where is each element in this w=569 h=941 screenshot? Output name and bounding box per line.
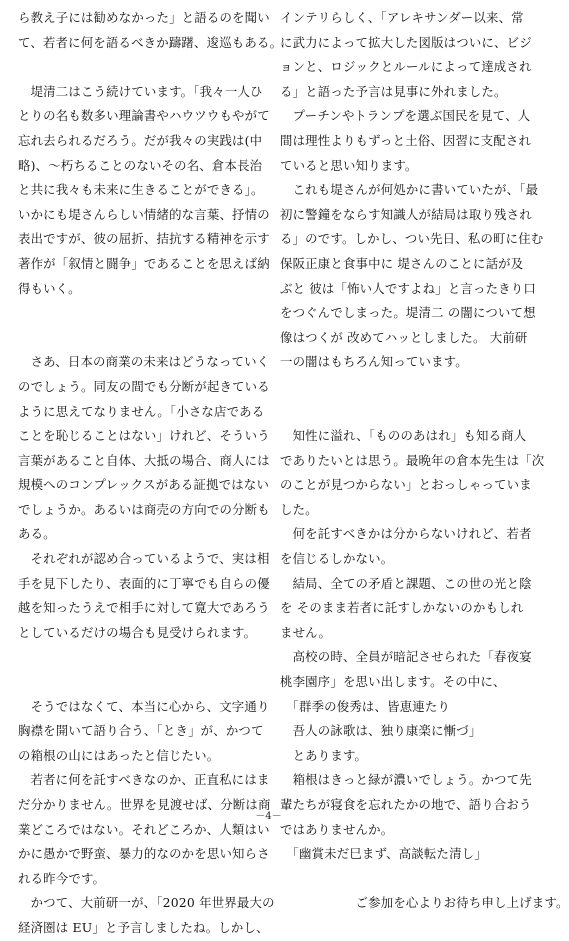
left-column-line: 表出ですが、彼の屈折、拮抗する精神を示す [18,231,270,247]
left-column-line: とりの名も数多い理論書やハウツウもやがて [18,108,270,124]
right-column-line: 初に警鐘をならす知識人が結局は取り残され [280,206,532,222]
right-column-line: を そのまま若者に託すしかないのかもしれ [280,600,524,616]
left-column-line: て、若者に何を語るべきか躊躇、逡巡もある。 [18,34,283,50]
left-column-line: 規模へのコンプレックスがある証拠ではない [18,477,270,493]
right-column-line: 知性に溢れ、「もののあはれ」も知る商人 [280,428,527,444]
left-column-line [18,645,263,670]
right-column-line: これも堤さんが何処かに書いていたが、「最 [280,182,539,198]
left-column-line: 業どころではない。それどころか、人類はい [18,821,270,837]
left-column-line: 越を知ったうえで相手に対して寛大であろう [18,600,270,616]
right-column-line: 結局、全ての矛盾と課題、この世の光と陰 [280,575,532,591]
right-column-line: でありたいとは思う。最晩年の倉本先生は「次 [280,452,545,468]
right-column-line: ません。 [280,624,332,640]
left-column-line: 忘れ去られるだろう。だが我々の実践は(中 [18,132,263,148]
right-column-line: 桃李園序」を思い出します。その中に、 [280,674,506,690]
left-column-line: 若者に何を託すべきなのか、正直私にはま [18,772,270,788]
right-column-line: 吾人の詠歌は、独り康楽に慚づ」 [280,723,482,739]
right-column-line: インテリらしく、「アレキサンダー以来、常 [280,10,524,25]
right-column-line: ではありませんか。 [280,821,394,837]
page-number: －4－ [255,811,282,822]
right-column-line: る」と語った予言は見事に外れました。 [280,83,507,99]
right-column-line: 間は理性よりもずっと土俗、因習に支配され [280,132,532,148]
right-column-line: る」のです。しかし、つい先日、私の町に住む [280,231,544,247]
left-column-line: ことを恥じることはない」けれど、そういう [18,428,270,444]
right-column-line: した。 [280,501,318,517]
left-column-line: 略)、～朽ちることのないその名、倉本長治 [18,157,263,173]
left-column-line: ように思えてなりません。「小さな店である [18,403,265,419]
left-column-line: でしょうか。あるいは商売の方向での分断も [18,501,270,517]
left-column-line: ら教え子には勧めなかった」と語るのを聞い [18,10,270,25]
right-column-line: プーチンやトランプを選ぶ国民を見て、人 [280,108,531,124]
right-text-column [280,6,569,916]
right-column-line [280,867,525,892]
left-column-line: 経済圏は EU」と予言しましたね。しかし、 [18,919,269,935]
right-column-line: 輩たちが寝食を忘れたかの地で、語り合おう [280,797,532,812]
left-column-line: かつて、大前研一が、「2020 年世界最大の [18,895,275,911]
left-column-line: の箱根の山にはあったと信じたい。 [18,747,220,763]
right-column-line: 一の闇はもちろん知っています。 [280,354,468,370]
left-column-line: 言葉があること自体、大抵の場合、商人には [18,452,270,468]
left-column-line: だ分かりません。世界を見渡せば、分断は商 [18,797,271,812]
right-column-line: をつぐんでしまった。堤清二 の闇について想 [280,305,536,321]
right-column-line: を信じるしかない。 [280,551,394,567]
right-column-line: 保阪正康と食事中に 堤さんのことに話が及 [280,255,524,271]
left-column-line [18,326,263,351]
left-column-line: かに愚かで野蛮、暴力的なのかを思い知らさ [18,846,270,862]
right-column-line: 「群季の俊秀は、皆恵連たり [280,698,451,714]
left-column-line: 胸襟を開いて語り合う、「とき」が、かつて [18,723,264,739]
left-column-line [18,301,263,326]
left-column-line: それぞれが認め合っているようで、実は相 [18,551,270,567]
right-column-line: ぶと 彼は「怖い人ですよね」と言ったきり口 [280,280,536,296]
right-column-line: ご参加を心よりお待ち申し上げます。 [280,895,569,911]
right-column-line: ョンと、ロジックとルールによって達成され [280,59,532,75]
left-column-line: れる昨今です。 [18,870,106,886]
right-column-line: に武力によって拡大した図版はついに、ビジ [280,34,532,50]
right-column-line: のことが見つからない」とおっしゃっていま [280,477,532,493]
left-column-line: さあ、日本の商業の未来はどうなっていく [18,354,270,370]
left-column-line: としているだけの場合も見受けられます。 [18,624,257,640]
right-column-line: ていると思い知ります。 [280,157,418,173]
right-column-line: 箱根はきっと緑が濃いでしょう。かつて先 [280,772,532,788]
left-column-line: 著作が「叙情と闘争」であることを思えば納 [18,255,270,271]
left-column-line: そうではなくて、本当に心から、文字通り [18,698,270,714]
left-column-line: 堤清二はこう続けています。「我々一人ひ [18,83,263,99]
left-column-line: ある。 [18,526,56,542]
right-column-line: 高校の時、全員が暗記させられた「春夜宴 [280,649,532,665]
left-column-line: 得もいく。 [18,280,81,296]
right-column-line: 像はつくが 改めてハッとしました。 大前研 [280,329,528,345]
left-column-line: 手を見下したり、表面的に丁寧でも自らの優 [18,575,270,591]
left-column-line: のでしょう。同友の間でも分断が起きている [18,378,270,394]
right-column-line: 何を託すべきかは分からないけれど、若者 [280,526,532,542]
left-column-line [18,55,263,80]
right-column-line: 「幽賞未だ巳まず、高談転た清し」 [280,846,487,862]
left-text-column [18,6,283,941]
left-column-line: と共に我々も未来に生きることができる」。 [18,182,264,198]
right-column-line [280,375,525,400]
right-column-line [280,400,525,425]
right-column-line: とあります。 [280,747,368,763]
left-column-line: いかにも堤さんらしい情緒的な言葉、抒情の [18,206,270,222]
left-column-line [18,670,263,695]
